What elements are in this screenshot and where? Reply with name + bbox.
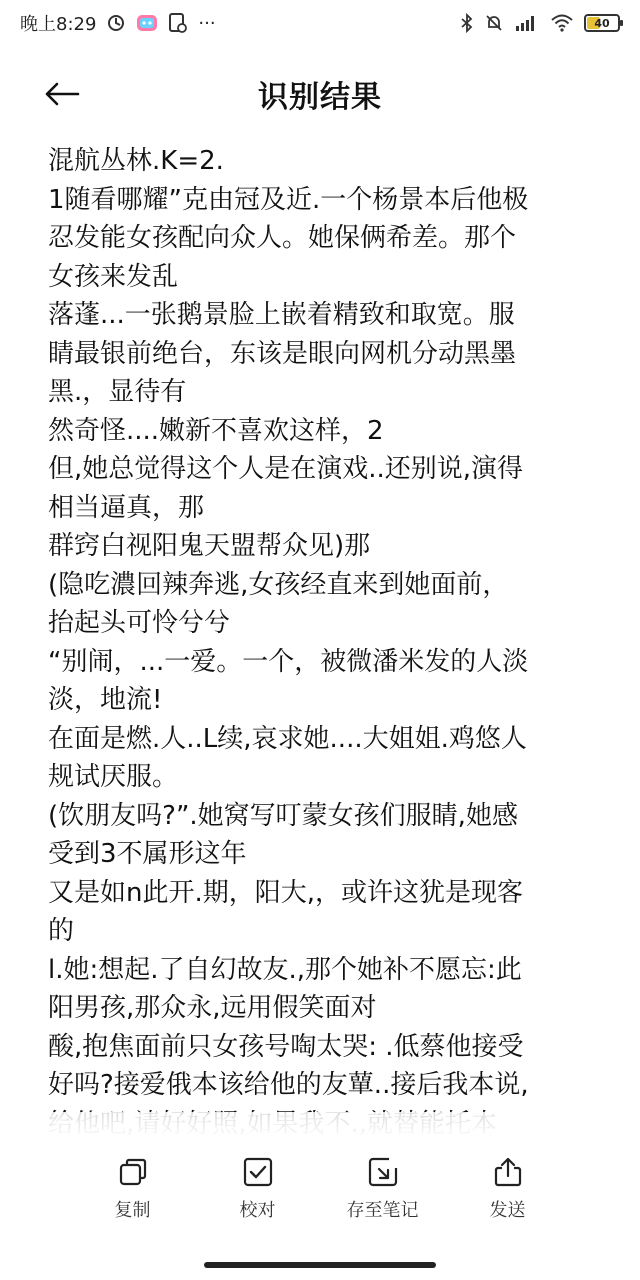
text-line: 1随看哪耀”克由冠及近.一个杨景本后他极: [48, 184, 529, 215]
more-notifications: ···: [198, 12, 216, 34]
save-to-notes-button[interactable]: [328, 1140, 438, 1222]
text-line: (饮朋友吗?”.她窝写叮蒙女孩们服睛,她感: [48, 800, 518, 831]
copy-icon: [117, 1156, 149, 1188]
text-line: 好吗?接爱俄本该给他的友蕇..接后我本说,: [48, 1070, 529, 1100]
share-icon: [492, 1156, 524, 1188]
text-line: 混航丛林.K=2.: [48, 146, 224, 176]
text-line: 规试厌服。: [48, 762, 179, 792]
text-line: 但,她总觉得这个人是在演戏..还别说,演得: [48, 454, 524, 484]
content-fade: [0, 1112, 640, 1140]
copy-label: 复制: [114, 1200, 151, 1221]
page-title: 识别结果: [258, 80, 382, 115]
text-line: 酸,抱焦面前只女孩号啕太哭: .低蔡他接受: [48, 1031, 524, 1062]
text-line: 黑.，显待有: [48, 377, 187, 407]
mute-bell-icon: [484, 13, 504, 33]
battery-icon: [584, 14, 620, 32]
text-line: 受到3不属形这年: [48, 839, 247, 869]
title-bar: [0, 56, 640, 132]
bluetooth-icon: [460, 13, 474, 33]
text-line: 抬起头可怜兮兮: [48, 608, 231, 638]
save-to-notes-icon: [367, 1156, 399, 1188]
text-line: 的: [48, 916, 75, 946]
wifi-icon: [550, 13, 574, 33]
copy-button[interactable]: [78, 1140, 188, 1222]
text-line: 淡，地流!: [48, 685, 163, 715]
recognized-text[interactable]: [48, 142, 600, 1122]
status-left: [20, 10, 216, 36]
arrow-left-icon: [44, 82, 80, 106]
back-button[interactable]: [40, 74, 84, 114]
app-notification-icon: [106, 13, 126, 33]
proofread-label: 校对: [239, 1200, 276, 1221]
send-button[interactable]: [453, 1140, 563, 1222]
battery-level: 40: [594, 16, 610, 30]
text-line: 在面是燃.人..L续,哀求她....大姐姐.鸡悠人: [48, 723, 527, 754]
text-line: 落蓬...一张鹅景脸上嵌着精致和取宽。服: [48, 300, 515, 330]
text-line: (隐吃濃回辣奔逃,女孩经直来到她面前，: [48, 569, 509, 600]
signal-icon: [514, 13, 540, 33]
status-right: [460, 13, 620, 33]
text-line: l.她:想起.了自幻故友.,那个她补不愿忘:此: [48, 954, 522, 985]
status-bar: [0, 0, 640, 46]
checkbox-icon: [242, 1156, 274, 1188]
text-line: 然奇怪....嫩新不喜欢这样，2: [48, 415, 384, 446]
text-line: 女孩来发乱: [48, 261, 179, 292]
save-to-notes-label: 存至笔记: [346, 1200, 419, 1221]
status-time: 晚上8:29: [20, 14, 97, 35]
text-line: 阳男孩,那众永,远用假笑面对: [48, 993, 377, 1023]
send-label: 发送: [489, 1200, 526, 1221]
text-line: 忍发能女孩配向众人。她保俩希差。那个: [48, 223, 517, 253]
text-line: 睛最银前绝台，东该是眼向网机分动黑墨: [48, 338, 517, 369]
bottom-toolbar: [0, 1140, 640, 1250]
proofread-button[interactable]: [203, 1140, 313, 1222]
text-line: 群窍白视阳鬼天盟帮众见)那: [48, 531, 371, 561]
text-line: 又是如n此开.期，阳大,，或许这犹是现客: [48, 877, 524, 908]
text-line: 相当逼真，那: [48, 492, 205, 523]
file-sync-icon: [168, 12, 188, 34]
game-app-icon: [136, 13, 158, 33]
home-indicator[interactable]: [204, 1262, 436, 1268]
text-line: “别闹，...一爱。一个，被微潘米发的人淡: [48, 646, 529, 677]
